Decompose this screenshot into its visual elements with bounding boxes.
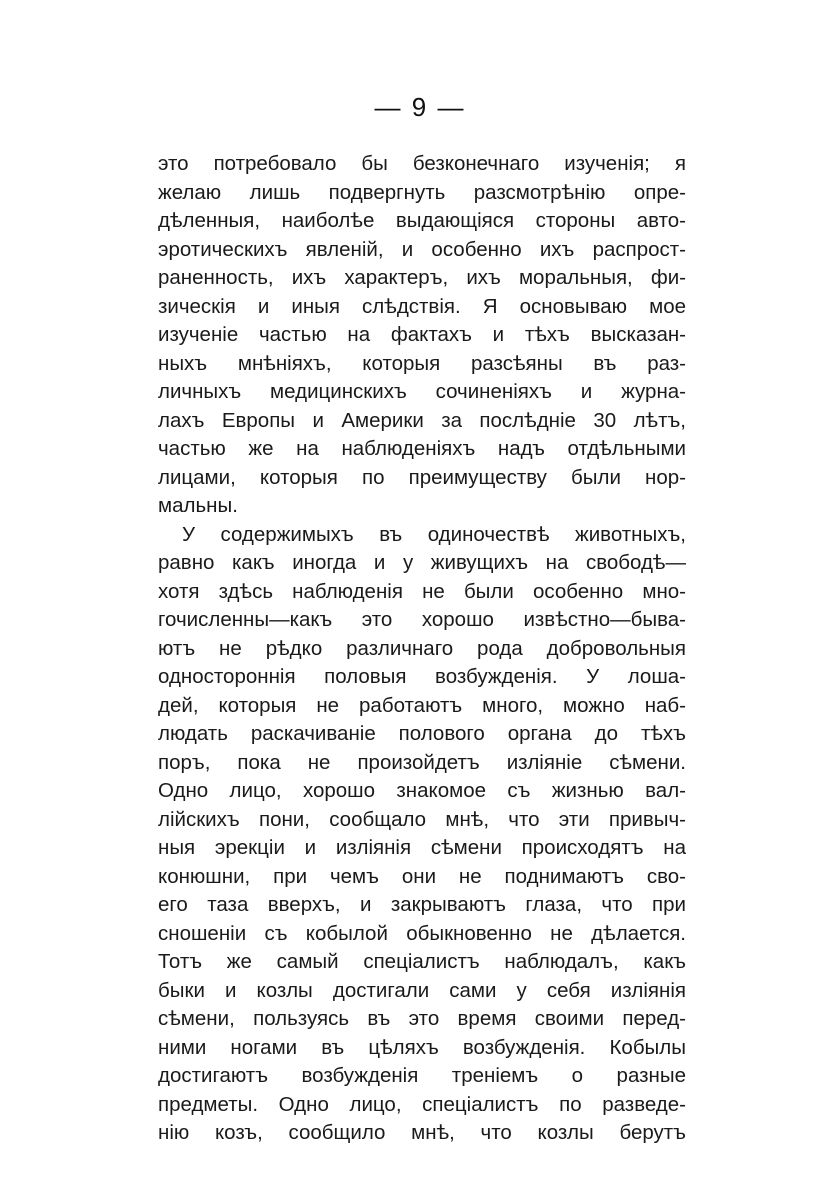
text-line: ютъ не рѣдко различнаго рода добровольныя [158,636,686,660]
text-line: дей, которыя не работаютъ много, можно наб- [158,693,686,717]
text-line: его таза вверхъ, и закрываютъ глаза, что при [158,893,686,916]
text-line: ними ногами въ цѣляхъ возбужденія. Кобылы [158,1035,686,1059]
text-line: раненность, ихъ характеръ, ихъ моральныя, фи- [158,266,686,289]
text-line: хотя здѣсь наблюденія не были особенно мно- [158,579,686,603]
text-line: личныхъ медицинскихъ сочиненіяхъ и журна- [158,380,686,403]
paragraph-1 [158,150,686,521]
text-line: частью же на наблюденіяхъ надъ отдѣльными [158,437,686,460]
text-line: мальны. [158,494,238,517]
paragraph-2 [158,521,686,1148]
text-line: желаю лишь подвергнуть разсмотрѣнію опре- [158,180,686,204]
text-line: сѣмени, пользуясь въ это время своими перед- [158,1007,686,1030]
text-line: дѣленныя, наиболѣе выдающіяся стороны авто- [158,209,686,232]
text-line: равно какъ иногда и у живущихъ на свободѣ— [158,551,686,574]
body-text [158,150,686,1148]
text-line: одностороннія половыя возбужденія. У лоша- [158,665,686,688]
text-line: достигаютъ возбужденія треніемъ о разные [158,1064,686,1087]
text-line: нію козъ, сообщило мнѣ, что козлы берутъ [158,1121,686,1144]
text-line: предметы. Одно лицо, спеціалистъ по разведе- [158,1092,686,1116]
text-line: лахъ Европы и Америки за послѣдніе 30 лѣтъ, [158,408,686,432]
text-line: это потребовало бы безконечнаго изученія; я [158,152,686,175]
text-line: лицами, которыя по преимуществу были нор- [158,465,686,489]
text-line: конюшни, при чемъ они не поднимаютъ сво- [158,864,686,888]
text-line: гочисленны—какъ это хорошо извѣстно—быва- [158,608,686,631]
text-line: изученіе частью на фактахъ и тѣхъ высказан- [158,323,686,346]
text-line: поръ, пока не произойдетъ изліяніе сѣмени. [158,750,686,774]
text-line: Одно лицо, хорошо знакомое съ жизнью вал- [158,779,686,802]
text-line: людать раскачиваніе полового органа до тѣхъ [158,722,686,745]
text-line: эротическихъ явленій, и особенно ихъ распрост- [158,237,686,261]
text-line: Тотъ же самый спеціалистъ наблюдалъ, какъ [158,950,686,973]
text-line: быки и козлы достигали сами у себя изліянія [158,978,686,1002]
page-number: — 9 — [374,92,466,122]
text-line: ныхъ мнѣніяхъ, которыя разсѣяны въ раз- [158,351,686,375]
text-line: У содержимыхъ въ одиночествѣ животныхъ, [182,522,686,546]
text-line: лійскихъ пони, сообщало мнѣ, что эти привыч- [158,807,686,831]
text-line: сношеніи съ кобылой обыкновенно не дѣлается. [158,921,686,945]
text-line: зическія и иныя слѣдствія. Я основываю мое [158,294,686,318]
text-line: ныя эрекціи и изліянія сѣмени происходятъ на [158,836,686,859]
